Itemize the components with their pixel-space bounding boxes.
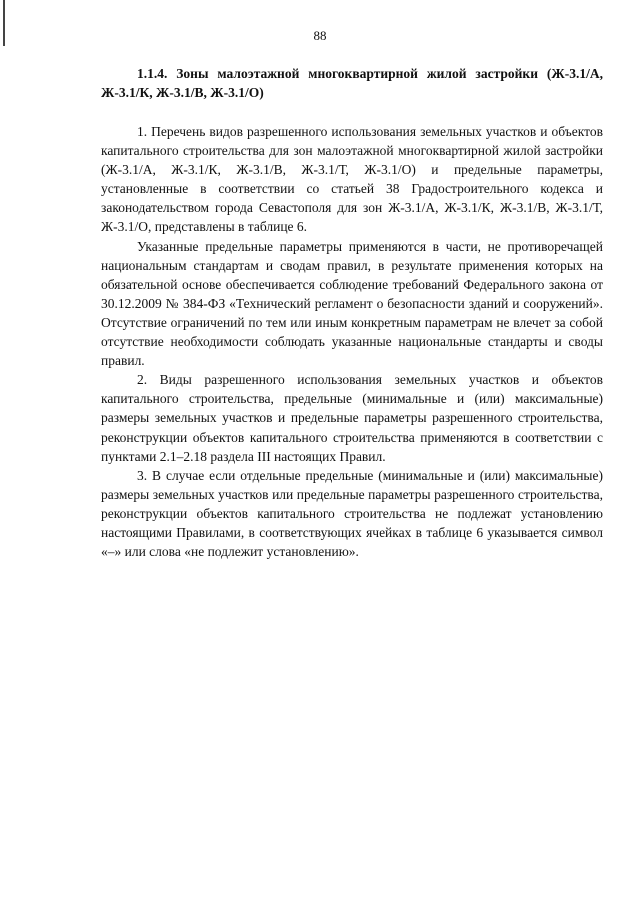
paragraph-3: 2. Виды разрешенного использования земельных участков и объектов капитального строительства, предельные (минимальные и (или) максимальные) размеры земельных участков и предельные параметры разрешенного строительства, реконструкции объектов капитального строительства применяются в соответствии с пунктами 2.1–2.18 раздела III настоящих Правил. bbox=[101, 372, 603, 464]
paragraph-4: 3. В случае если отдельные предельные (минимальные и (или) максимальные) размеры земельных участков или предельные параметры разрешенного строительства, реконструкции объектов капитального строительства не подлежат установлению настоящими Правилами, в соответствующих ячейках в таблице 6 указывается символ «–» или слова «не подлежит установлению». bbox=[101, 467, 603, 560]
paragraph-2: Указанные предельные параметры применяются в части, не противоречащей национальным стандартам и сводам правил, в результате применения которых на обязательной основе обеспечивается соблюдение требований Федерального закона от 30.12.2009 № 384-ФЗ «Технический регламент о безопасности зданий и сооружений». Отсутствие ограничений по тем или иным конкретным параметрам не влечет за собой отсутствие необходимости соблюдать указанные национальные стандарты и своды правил. bbox=[101, 238, 603, 369]
section-title: 1.1.4. Зоны малоэтажной многоквартирной жилой застройки (Ж-3.1/А, Ж-3.1/К, Ж-3.1/В, Ж-3.1/О) bbox=[101, 66, 603, 100]
page-number: 88 bbox=[313, 28, 327, 43]
paragraph-1: 1. Перечень видов разрешенного использования земельных участков и объектов капитального строительства для зон малоэтажной многоквартирной жилой застройки (Ж-3.1/А, Ж-3.1/К, Ж-3.1/В, Ж-3.1/Т, Ж-3.1/О) и предельные параметры, установленные в соответствии со статьей 38 Градостроительного кодекса и законодательством города Севастополя для зон Ж-3.1/А, Ж-3.1/К, Ж-3.1/В, Ж-3.1/Т, Ж-3.1/О, представлены в таблице 6. bbox=[101, 124, 603, 235]
document-body bbox=[101, 64, 603, 561]
title-spacer bbox=[101, 102, 603, 122]
